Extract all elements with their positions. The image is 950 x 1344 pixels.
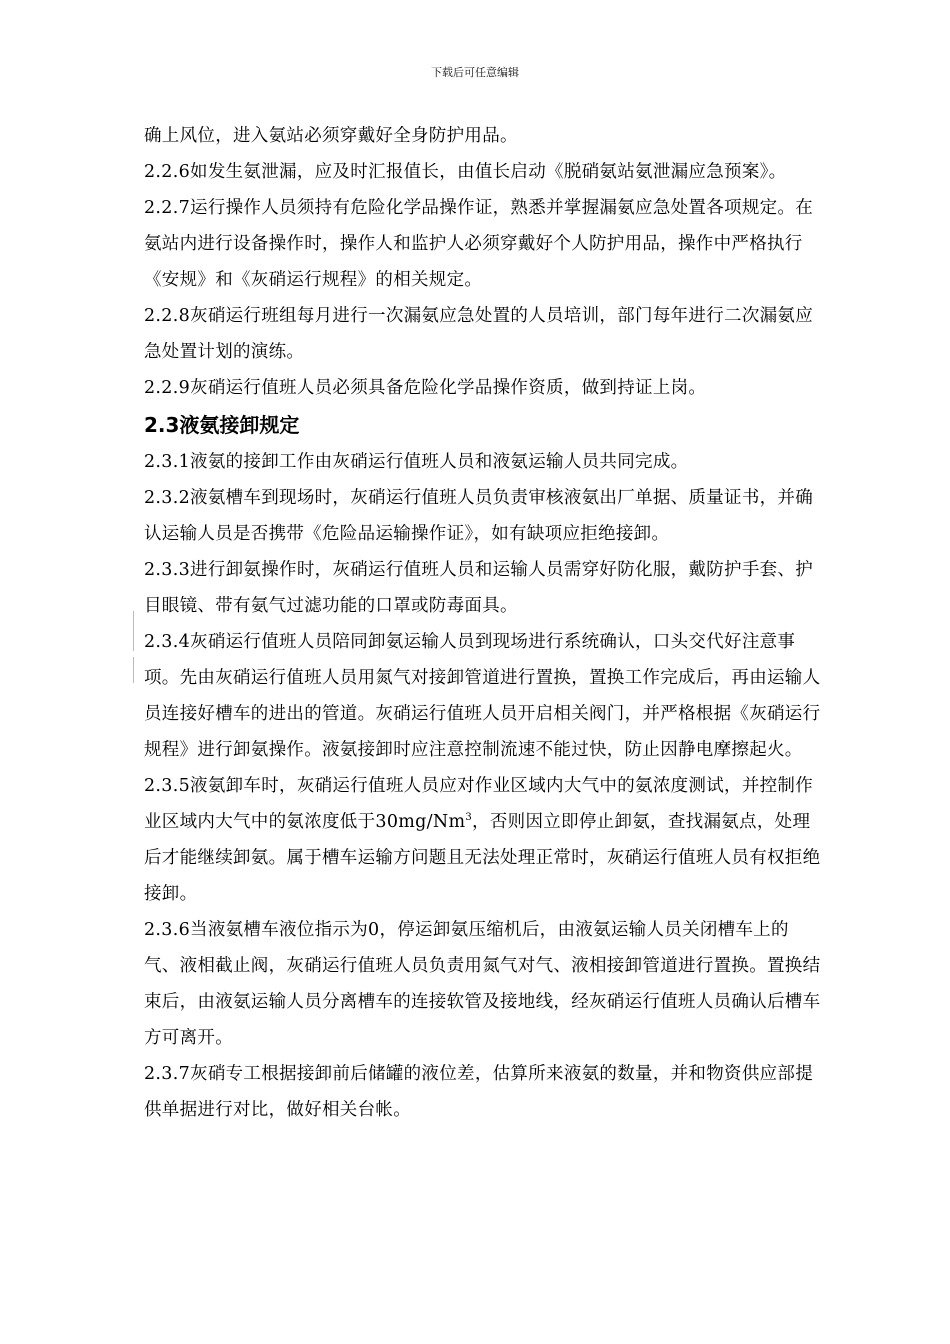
paragraph-2-3-4: 2.3.4灰硝运行值班人员陪同卸氨运输人员到现场进行系统确认，口头交代好注意事项。先由灰硝运行值班人员用氮气对接卸管道进行置换，置换工作完成后，再由运输人员连接好槽车的进出的管道。灰硝运行值班人员开启相关阀门，并严格根据《灰硝运行规程》进行卸氨操作。液氨接卸时应注意控制流速不能过快，防止因静电摩擦起火。 [144, 632, 821, 760]
paragraph-continued: 确上风位，进入氨站必须穿戴好全身防护用品。 [144, 126, 518, 146]
paragraph-2-3-5 [144, 768, 824, 912]
paragraph-2-2-9: 2.2.9灰硝运行值班人员必须具备危险化学品操作资质，做到持证上岗。 [144, 378, 707, 398]
revision-mark [133, 611, 134, 651]
section-heading: 2.3液氨接卸规定 [144, 413, 300, 437]
paragraph-2-3-1: 2.3.1液氨的接卸工作由灰硝运行值班人员和液氨运输人员共同完成。 [144, 452, 689, 472]
paragraph-2-3-3: 2.3.3进行卸氨操作时，灰硝运行值班人员和运输人员需穿好防化服，戴防护手套、护目眼镜、带有氨气过滤功能的口罩或防毒面具。 [144, 560, 814, 616]
revision-mark [133, 657, 134, 683]
superscript: 3 [465, 812, 473, 824]
paragraph-2-2-8: 2.2.8灰硝运行班组每月进行一次漏氨应急处置的人员培训，部门每年进行二次漏氨应急处置计划的演练。 [144, 306, 814, 362]
paragraph-2-3-5-part1: 2.3.5液氨卸车时，灰硝运行值班人员应对作业区域内大气中的氨浓度测试，并控制作业区域内大气中的氨浓度低于30mg/Nm [144, 776, 814, 832]
paragraph-2-3-5-part2: ，否则因立即停止卸氨，查找漏氨点，处理后才能继续卸氨。属于槽车运输方问题且无法处理正常时，灰硝运行值班人员有权拒绝接卸。 [144, 812, 821, 904]
paragraph-2-2-7: 2.2.7运行操作人员须持有危险化学品操作证，熟悉并掌握漏氨应急处置各项规定。在氨站内进行设备操作时，操作人和监护人必须穿戴好个人防护用品，操作中严格执行《安规》和《灰硝运行规程》的相关规定。 [144, 198, 814, 290]
paragraph-2-2-6: 2.2.6如发生氨泄漏，应及时汇报值长，由值长启动《脱硝氨站氨泄漏应急预案》。 [144, 162, 787, 182]
paragraph-2-3-6: 2.3.6当液氨槽车液位指示为0，停运卸氨压缩机后，由液氨运输人员关闭槽车上的气、液相截止阀，灰硝运行值班人员负责用氮气对气、液相接卸管道进行置换。置换结束后，由液氨运输人员分离槽车的连接软管及接地线，经灰硝运行值班人员确认后槽车方可离开。 [144, 920, 821, 1048]
paragraph-2-3-7: 2.3.7灰硝专工根据接卸前后储罐的液位差，估算所来液氨的数量，并和物资供应部提供单据进行对比，做好相关台帐。 [144, 1064, 814, 1120]
paragraph-2-3-2: 2.3.2液氨槽车到现场时，灰硝运行值班人员负责审核液氨出厂单据、质量证书，并确认运输人员是否携带《危险品运输操作证》，如有缺项应拒绝接卸。 [144, 488, 814, 544]
page-header: 下载后可任意编辑 [431, 66, 519, 79]
document-body [144, 118, 824, 1128]
